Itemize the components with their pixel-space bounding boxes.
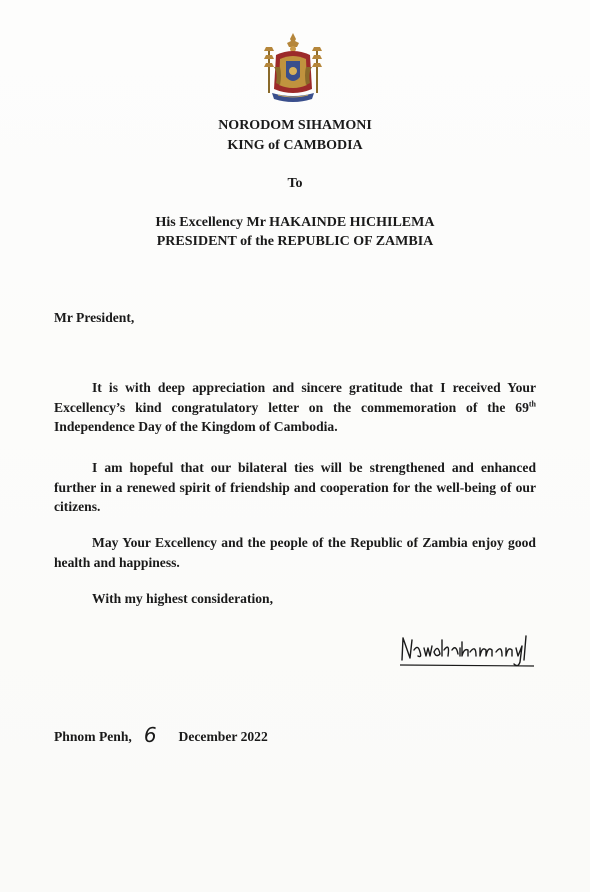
date-place: Phnom Penh, — [54, 729, 132, 744]
paragraph-1-text: It is with deep appreciation and sincere gratitude that I received Your Excellency’s kind congratulatory letter on the commemoration of the 69 — [54, 380, 536, 415]
closing-line: With my highest consideration, — [92, 591, 274, 606]
recipient-name: His Excellency Mr HAKAINDE HICHILEMA — [155, 215, 435, 230]
body-paragraph-2: I am hopeful that our bilateral ties will be strengthened and enhanced further in a renewed spirit of friendship and cooperation for the well-being of our citizens. — [54, 460, 536, 514]
salutation: Mr President, — [54, 310, 135, 325]
sender-name: NORODOM SIHAMONI — [218, 118, 372, 133]
body-paragraph-1 — [54, 378, 536, 437]
handwritten-signature — [398, 632, 538, 670]
body-paragraph-3: May Your Excellency and the people of the Republic of Zambia enjoy good health and happiness. — [54, 535, 536, 570]
recipient-title: PRESIDENT of the REPUBLIC OF ZAMBIA — [156, 234, 434, 249]
to-label: To — [287, 176, 303, 191]
sender-title: KING of CAMBODIA — [227, 138, 363, 153]
date-month-year: December 2022 — [178, 729, 268, 744]
date-line — [54, 722, 268, 746]
ordinal-suffix: th — [528, 398, 536, 408]
paragraph-1-text-end: Independence Day of the Kingdom of Cambodia. — [54, 419, 338, 434]
handwritten-day: 6 — [143, 723, 157, 747]
royal-coat-of-arms-icon — [262, 33, 324, 105]
